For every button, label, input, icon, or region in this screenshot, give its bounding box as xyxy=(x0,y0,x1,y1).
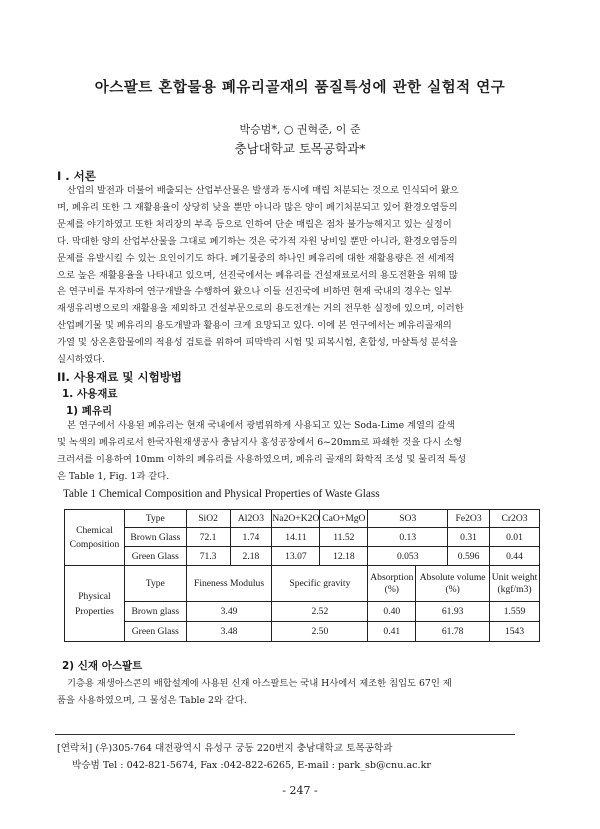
subsection-heading-materials: 1. 사용재료 xyxy=(62,388,118,400)
table-row xyxy=(65,547,540,566)
chemical-composition-label: Chemical Composition xyxy=(65,510,125,566)
table-cell: 0.13 xyxy=(368,528,448,547)
table-header-cell: Type xyxy=(124,510,186,528)
virgin-asphalt-paragraph xyxy=(57,676,565,710)
table-header-cell: Na2O+K2O xyxy=(272,510,320,528)
paragraph-line: 다. 막대한 양의 산업부산물을 그대로 폐기하는 것은 국가적 자원 낭비일 뿐만 아니라, 환경오염등의 xyxy=(57,235,458,247)
table-header-cell: Unit weight (kgf/m3) xyxy=(490,566,540,602)
table-caption: Table 1 Chemical Composition and Physical Properties of Waste Glass xyxy=(63,488,380,500)
section-heading-introduction: I . 서론 xyxy=(57,169,96,183)
subsubsection-heading-virgin-asphalt: 2) 신재 아스팔트 xyxy=(62,660,143,672)
paragraph-line: 본 연구에서 사용된 폐유리는 현재 국내에서 광범위하게 사용되고 있는 Soda-Lime 계열의 갈색 xyxy=(67,420,455,431)
paragraph-line: 산업의 발전과 더불어 배출되는 산업부산물은 발생과 동시에 매립 처분되는 것으로 인식되어 왔으 xyxy=(67,185,459,196)
table-cell: Brown glass xyxy=(124,602,186,622)
table-cell: 71.3 xyxy=(186,547,230,566)
paragraph-line: 문제를 야기하였고 또한 처리장의 부족 등으로 인하여 단순 매립은 점차 불가능해지고 있는 실정이 xyxy=(57,218,452,230)
table-cell: 13.07 xyxy=(272,547,320,566)
paragraph-line: 재생유리병으로의 재활용을 제외하고 건설부문으로의 용도전개는 거의 전무한 실정에 있으며, 이러한 xyxy=(57,303,464,315)
table-header-cell: Specific gravity xyxy=(272,566,368,602)
table-cell: 3.48 xyxy=(186,622,272,642)
table-cell: 61.93 xyxy=(416,602,490,622)
table-cell: 14.11 xyxy=(272,528,320,547)
table-cell: 3.49 xyxy=(186,602,272,622)
table-cell: 1.74 xyxy=(230,528,272,547)
table-cell: 1543 xyxy=(490,622,540,642)
table-header-cell: CaO+MgO xyxy=(320,510,368,528)
table-cell: 72.1 xyxy=(186,528,230,547)
paragraph-line: 크러셔를 이용하여 10mm 이하의 폐유리를 사용하였으며, 폐유리 골재의 화학적 조성 및 물리적 특성 xyxy=(57,453,467,465)
table-row xyxy=(65,510,540,528)
table-row xyxy=(65,602,540,622)
author-list: 박승범*, ○ 권혁준, 이 준 xyxy=(239,123,361,136)
paragraph-line: 은 Table 1, Fig. 1과 같다. xyxy=(57,470,170,482)
table-row xyxy=(65,622,540,642)
table-header-cell: Absorption (%) xyxy=(368,566,416,602)
table-header-cell: Fe2O3 xyxy=(448,510,490,528)
table-header-cell: Fineness Modulus xyxy=(186,566,272,602)
table-row xyxy=(65,528,540,547)
paper-title: 아스팔트 혼합물용 폐유리골재의 품질특성에 관한 실험적 연구 xyxy=(94,80,506,96)
table-cell: Green Glass xyxy=(124,547,186,566)
table-header-cell: Cr2O3 xyxy=(490,510,540,528)
table-cell: Green Glass xyxy=(124,622,186,642)
section-heading-materials: II. 사용재료 및 시험방법 xyxy=(57,370,182,384)
waste-glass-properties-table xyxy=(64,509,540,642)
paragraph-line: 으로 높은 재활용율을 나타내고 있으며, 선진국에서는 폐유리를 건설재료로서의 용도전환을 위해 많 xyxy=(57,269,458,281)
table-header-cell: Absolute volume (%) xyxy=(416,566,490,602)
paragraph-line: 은 연구비를 투자하여 연구개발을 수행하여 왔으나 이들 선진국에 비하면 현재 국내의 경우는 일부 xyxy=(57,286,452,298)
physical-properties-label: Physical Properties xyxy=(65,566,125,642)
table-cell: 2.52 xyxy=(272,602,368,622)
table-cell: 0.40 xyxy=(368,602,416,622)
paragraph-line: 실시하였다. xyxy=(57,354,105,366)
table-cell: 0.01 xyxy=(490,528,540,547)
table-header-cell: SO3 xyxy=(368,510,448,528)
footer-rule xyxy=(55,734,515,735)
paragraph-line: 가열 및 상온혼합물에의 적용성 검토를 위하여 피막박리 시험 및 피복시험, 혼합성, 마샬특성 분석을 xyxy=(57,337,458,349)
paragraph-line: 기층용 재생아스콘의 배합설계에 사용된 신재 아스팔트는 국내 H사에서 제조한 침입도 67인 제 xyxy=(67,678,452,689)
table-cell: 1.559 xyxy=(490,602,540,622)
table-header-cell: SiO2 xyxy=(186,510,230,528)
table-cell: 0.41 xyxy=(368,622,416,642)
waste-glass-paragraph xyxy=(57,418,565,486)
table-cell: 0.31 xyxy=(448,528,490,547)
table-cell: 61.78 xyxy=(416,622,490,642)
contact-address: [연락처] (우)305-764 대전광역시 유성구 궁동 220번지 충남대학교 토목공학과 xyxy=(57,743,393,754)
contact-details: 박승범 Tel : 042-821-5674, Fax :042-822-6265, E-mail : park_sb@cnu.ac.kr xyxy=(72,760,431,771)
paragraph-line: 문제를 유발시킬 수 있는 요인이기도 하다. 폐기물중의 하나인 폐유리에 대한 재활용량은 전 세계적 xyxy=(57,252,455,264)
table-header-cell: Al2O3 xyxy=(230,510,272,528)
table-cell: 2.18 xyxy=(230,547,272,566)
introduction-paragraph xyxy=(57,183,565,369)
table-cell: 2.50 xyxy=(272,622,368,642)
table-cell: 11.52 xyxy=(320,528,368,547)
subsubsection-heading-waste-glass: 1) 폐유리 xyxy=(66,405,113,417)
table-row xyxy=(65,566,540,602)
table-cell: 0.44 xyxy=(490,547,540,566)
table-header-cell: Type xyxy=(124,566,186,602)
paragraph-line: 산업폐기물 및 폐유리의 용도개발과 활용이 크게 요망되고 있다. 이에 본 연구에서는 폐유리골재의 xyxy=(57,320,452,332)
table-cell: 0.053 xyxy=(368,547,448,566)
table-cell: Brown Glass xyxy=(124,528,186,547)
paragraph-line: 및 녹색의 폐유리로서 한국자원재생공사 충남지사 홍성공장에서 6~20mm로 파쇄한 것을 다시 소형 xyxy=(57,436,463,448)
affiliation: 충남대학교 토목공학과* xyxy=(234,141,366,156)
page-number: - 247 - xyxy=(282,784,318,797)
table-cell: 0.596 xyxy=(448,547,490,566)
table-cell: 12.18 xyxy=(320,547,368,566)
paragraph-line: 품을 사용하였으며, 그 물성은 Table 2와 같다. xyxy=(57,694,247,706)
paragraph-line: 며, 폐유리 또한 그 재활용율이 상당히 낮을 뿐만 아니라 많은 양이 폐기처분되고 있어 환경오염등의 xyxy=(57,201,458,213)
